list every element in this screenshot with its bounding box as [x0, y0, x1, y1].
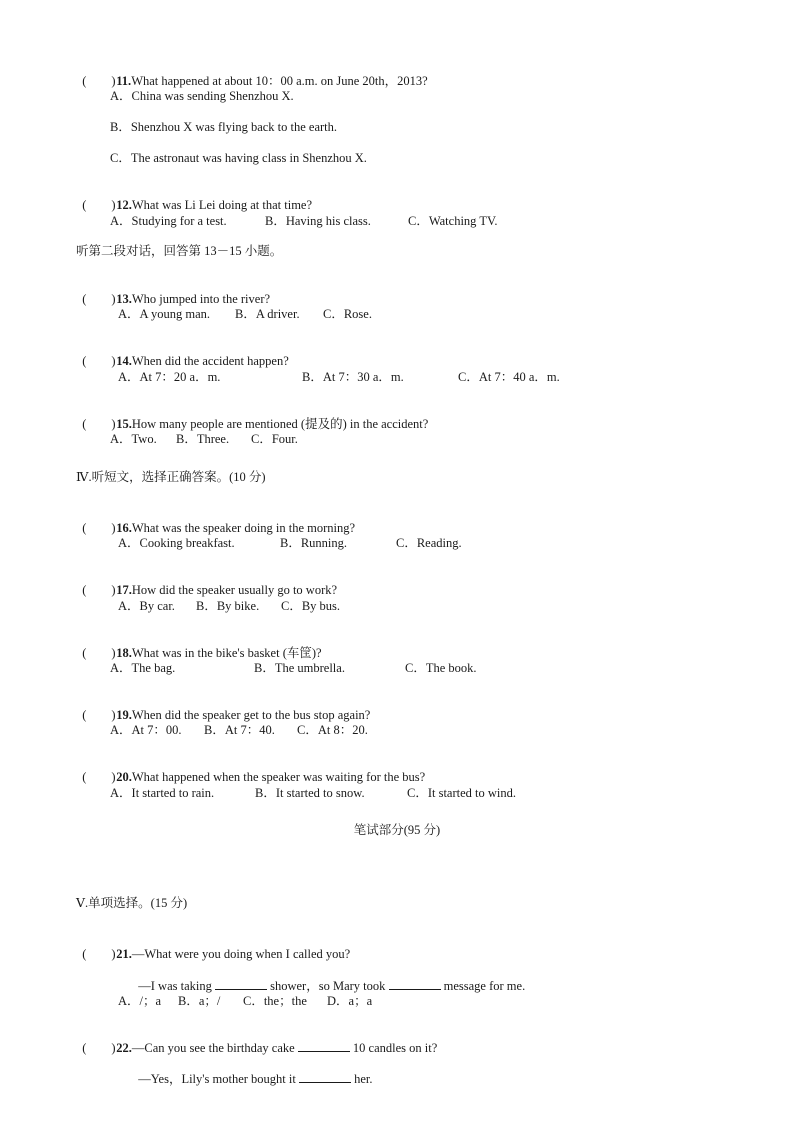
question-text: What was the speaker doing in the morning? [131, 521, 356, 535]
answer-paren[interactable]: ( ) [82, 74, 116, 88]
question-number: 21. [116, 947, 132, 961]
question-number: 15. [116, 417, 132, 431]
question-11 [76, 57, 428, 89]
question-text: 10 candles on it? [349, 1041, 438, 1055]
question-number: 20. [116, 770, 132, 784]
question-text: Who jumped into the river? [131, 292, 271, 306]
answer-paren[interactable]: ( ) [82, 708, 116, 722]
dialog-text: message for me. [440, 979, 526, 993]
question-number: 18. [116, 646, 132, 660]
question-17 [76, 566, 337, 598]
section-heading: Ⅴ.单项选择。(15 分) [76, 896, 188, 910]
option-a[interactable]: A．By car. [118, 599, 175, 613]
option-b[interactable]: B．It started to snow. [255, 786, 365, 800]
question-text: How many people are mentioned (提及的) in the accident? [131, 417, 429, 431]
option-a[interactable]: A．A young man. [118, 307, 211, 321]
question-number: 11. [116, 74, 132, 88]
answer-paren[interactable]: ( ) [82, 417, 116, 431]
question-18 [76, 629, 322, 661]
option-b[interactable]: B．A driver. [235, 307, 300, 321]
written-part-title: 笔试部分(95 分) [353, 823, 441, 837]
option-c[interactable]: C．Rose. [323, 307, 372, 321]
option-c[interactable]: C．Four. [251, 432, 298, 446]
question-text: —Can you see the birthday cake [131, 1041, 298, 1055]
option-c[interactable]: C．It started to wind. [407, 786, 517, 800]
answer-paren[interactable]: ( ) [82, 1041, 116, 1055]
question-21 [76, 930, 350, 962]
answer-paren[interactable]: ( ) [82, 770, 116, 784]
question-text: When did the accident happen? [131, 354, 289, 368]
option-c[interactable]: C．Watching TV. [408, 214, 498, 228]
question-16 [76, 504, 355, 536]
option-c[interactable]: C．the；the [243, 994, 307, 1008]
answer-blank[interactable] [299, 1071, 351, 1083]
option-b[interactable]: B．Shenzhou X was flying back to the earth. [110, 120, 338, 134]
option-a[interactable]: A．Two. [110, 432, 157, 446]
question-text: How did the speaker usually go to work? [131, 583, 338, 597]
answer-paren[interactable]: ( ) [82, 947, 116, 961]
dialog-text: —Yes，Lily's mother bought it [138, 1072, 299, 1086]
question-text: What happened at about 10：00 a.m. on June 20th，2013? [131, 74, 428, 88]
answer-blank[interactable] [215, 978, 267, 990]
option-a[interactable]: A．/；a [118, 994, 162, 1008]
option-a[interactable]: A．It started to rain. [110, 786, 215, 800]
question-number: 16. [116, 521, 132, 535]
option-b[interactable]: B．At 7：30 a．m. [302, 370, 404, 384]
question-number: 12. [116, 198, 132, 212]
option-b[interactable]: B．Running. [280, 536, 348, 550]
option-b[interactable]: B．The umbrella. [254, 661, 345, 675]
option-a[interactable]: A．Studying for a test. [110, 214, 227, 228]
question-dialog-line [132, 962, 525, 994]
question-22 [76, 1024, 437, 1056]
answer-paren[interactable]: ( ) [82, 198, 116, 212]
question-number: 14. [116, 354, 132, 368]
question-number: 17. [116, 583, 132, 597]
question-number: 13. [116, 292, 132, 306]
question-12 [76, 181, 312, 213]
answer-paren[interactable]: ( ) [82, 521, 116, 535]
option-c[interactable]: C．By bus. [281, 599, 341, 613]
question-dialog-line [132, 1055, 373, 1087]
option-a[interactable]: A．China was sending Shenzhou X. [110, 89, 294, 103]
question-19 [76, 691, 370, 723]
option-a[interactable]: A．At 7：00. [110, 723, 182, 737]
option-c[interactable]: C．The book. [405, 661, 477, 675]
question-number: 22. [116, 1041, 132, 1055]
option-a[interactable]: A．The bag. [110, 661, 176, 675]
option-c[interactable]: C．Reading. [396, 536, 462, 550]
option-c[interactable]: C．At 8：20. [297, 723, 368, 737]
option-c[interactable]: C．At 7：40 a．m. [458, 370, 560, 384]
answer-blank[interactable] [298, 1040, 350, 1052]
option-b[interactable]: B．By bike. [196, 599, 260, 613]
question-text: What was Li Lei doing at that time? [131, 198, 313, 212]
question-number: 19. [116, 708, 132, 722]
option-b[interactable]: B．At 7：40. [204, 723, 275, 737]
question-15 [76, 400, 428, 432]
dialog-text: shower，so Mary took [266, 979, 389, 993]
option-d[interactable]: D．a；a [327, 994, 373, 1008]
question-text: —What were you doing when I called you? [131, 947, 351, 961]
dialog-text: —I was taking [138, 979, 215, 993]
option-b[interactable]: B．Three. [176, 432, 230, 446]
option-b[interactable]: B．Having his class. [265, 214, 371, 228]
answer-paren[interactable]: ( ) [82, 583, 116, 597]
question-text: What was in the bike's basket (车筐)? [131, 646, 322, 660]
answer-blank[interactable] [389, 978, 441, 990]
option-b[interactable]: B．a；/ [178, 994, 221, 1008]
answer-paren[interactable]: ( ) [82, 292, 116, 306]
answer-paren[interactable]: ( ) [82, 646, 116, 660]
question-13 [76, 275, 270, 307]
dialog-text: her. [350, 1072, 373, 1086]
section-heading: 听第二段对话，回答第 13－15 小题。 [76, 244, 283, 258]
question-text: What happened when the speaker was waiting for the bus? [131, 770, 426, 784]
option-a[interactable]: A．Cooking breakfast. [118, 536, 235, 550]
question-text: When did the speaker get to the bus stop again? [131, 708, 371, 722]
question-20 [76, 753, 425, 785]
option-c[interactable]: C．The astronaut was having class in Shenzhou X. [110, 151, 367, 165]
question-14 [76, 337, 289, 369]
section-heading: Ⅳ.听短文，选择正确答案。(10 分) [76, 470, 266, 484]
answer-paren[interactable]: ( ) [82, 354, 116, 368]
option-a[interactable]: A．At 7：20 a．m. [118, 370, 221, 384]
